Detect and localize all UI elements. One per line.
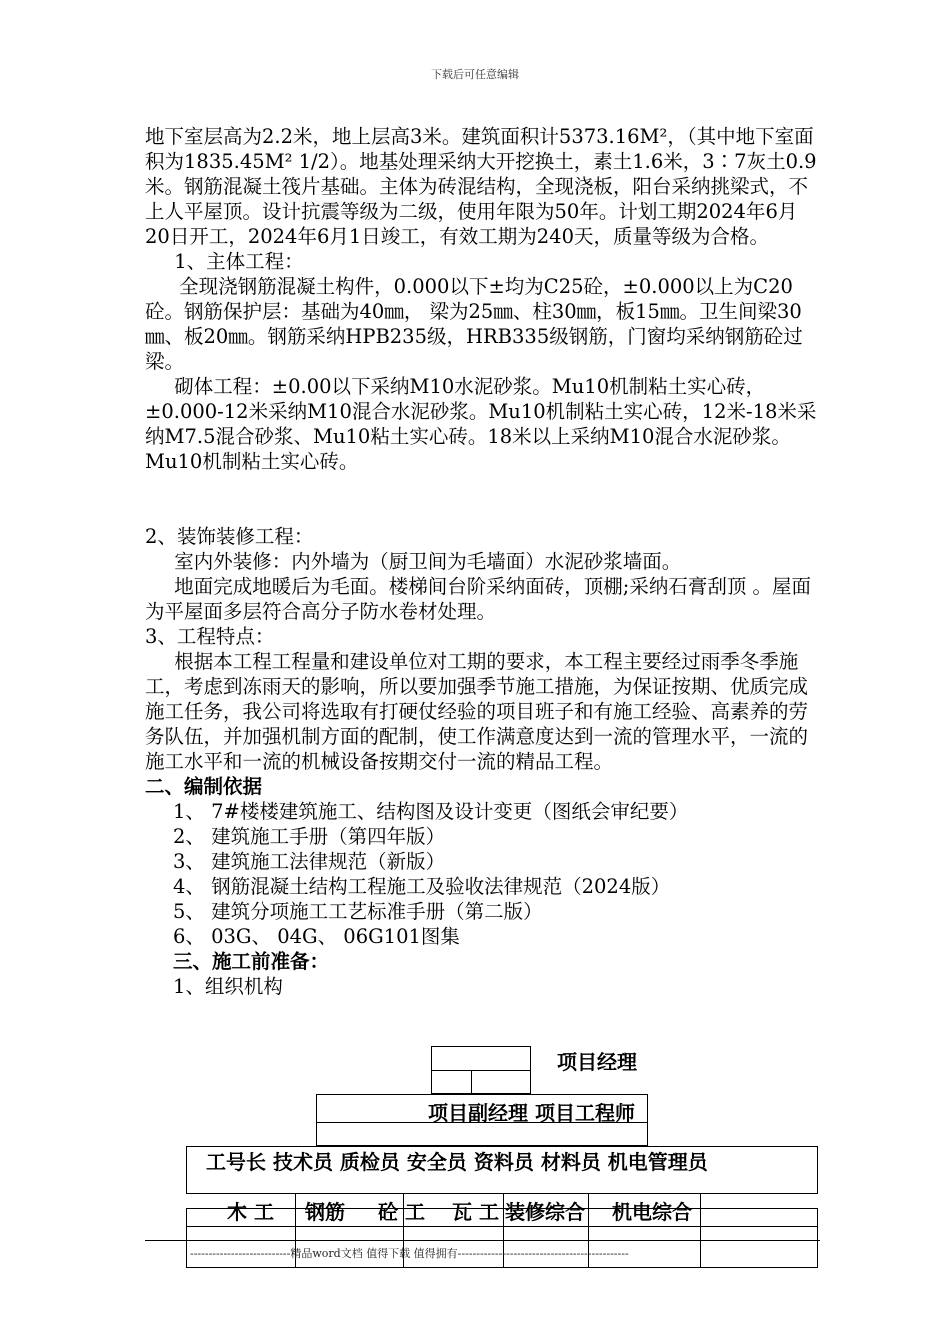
list-item: 1、 7#楼楼建筑施工、结构图及设计变更（图纸会审纪要）	[173, 800, 689, 823]
org-worker: 瓦 工	[452, 1200, 499, 1224]
org-worker: 钢筋	[305, 1200, 345, 1224]
section-features: 3、工程特点：	[145, 625, 275, 648]
paragraph-floor: 地面完成地暖后为毛面。楼梯间台阶采纳面砖，顶棚;采纳石膏刮顶 。屋面为平屋面多层符合高分子防水卷材处理。	[145, 575, 812, 623]
header-note: 下载后可任意编辑	[431, 68, 519, 81]
footer-line	[145, 1240, 820, 1241]
section-decoration: 2、装饰装修工程：	[145, 525, 314, 548]
list-item: 2、 建筑施工手册（第四年版）	[173, 825, 446, 848]
list-item: 3、 建筑施工法律规范（新版）	[173, 850, 446, 873]
heading-basis: 二、编制依据	[145, 775, 263, 798]
list-item: 5、 建筑分项施工工艺标准手册（第二版）	[173, 900, 543, 923]
paragraph-overview: 地下室层高为2.2米，地上层高3米。建筑面积计5373.16M²，（其中地下室面积为1835.45M² 1/2）。地基处理采纳大开挖换土，素土1.6米，3∶7灰土0.9米。钢筋混凝土筏片基础。主体为砖混结构，全现浇板，阳台采纳挑梁式，不上人平屋顶。设计抗震等级为二级，使用年限为50年。计划工期2024年6月20日开工，2024年6月1日竣工，有效工期为240天，质量等级为合格。	[145, 125, 817, 248]
org-line	[471, 1070, 472, 1094]
section-main-structure: 1、主体工程：	[174, 250, 304, 273]
document-body	[145, 124, 820, 999]
blank-space	[145, 474, 820, 524]
org-line	[700, 1194, 701, 1268]
list-item: 4、 钢筋混凝土结构工程施工及验收法律规范（2024版）	[173, 875, 671, 898]
org-worker: 装修综合	[505, 1200, 585, 1224]
basis-list	[145, 799, 820, 949]
org-worker: 机电综合	[612, 1200, 692, 1224]
org-line	[431, 1070, 531, 1071]
paragraph-features: 根据本工程工程量和建设单位对工期的要求，本工程主要经过雨季冬季施工，考虑到冻雨天的影响，所以要加强季节施工措施，为保证按期、优质完成施工任务，我公司将选取有打硬仗经验的项目班子和有施工经验、高素养的劳务队伍，并加强机制方面的配制，使工作满意度达到一流的管理水平，一流的施工水平和一流的机械设备按期交付一流的精品工程。	[145, 650, 809, 773]
org-worker: 砼 工	[378, 1200, 425, 1224]
section-organization: 1、组织机构	[173, 975, 283, 998]
org-line	[186, 1226, 818, 1227]
org-worker: 木 工	[227, 1200, 274, 1224]
paragraph-interior: 室内外装修：内外墙为（厨卫间为毛墙面）水泥砂浆墙面。	[174, 550, 682, 573]
org-level-1: 项目经理	[557, 1050, 637, 1074]
paragraph-main-structure: 全现浇钢筋混凝土构件，0.000以下±均为C25砼，±0.000以上为C20砼。钢筋保护层：基础为40㎜， 梁为25㎜、柱30㎜，板15㎜。卫生间梁30 ㎜、板20㎜。钢筋采纳HPB235级，HRB335级钢筋，门窗均采纳钢筋砼过梁。	[145, 275, 803, 373]
org-level-2: 项目副经理 项目工程师	[428, 1101, 635, 1125]
paragraph-masonry: 砌体工程：±0.00以下采纳M10水泥砂浆。Mu10机制粘土实心砖，±0.000-12米采纳M10混合水泥砂浆。Mu10机制粘土实心砖，12米-18米采纳M7.5混合砂浆、Mu10粘土实心砖。18米以上采纳M10混合水泥砂浆。Mu10机制粘土实心砖。	[145, 375, 817, 473]
org-level-3: 工号长 技术员 质检员 安全员 资料员 材料员 机电管理员	[206, 1150, 708, 1174]
footer-note: ---------------------------精品word文档 值得下载 值得拥有----------------------------------------------	[190, 1247, 629, 1260]
list-item: 6、 03G、 04G、 06G101图集	[173, 925, 460, 948]
heading-preparation: 三、施工前准备：	[173, 950, 330, 973]
